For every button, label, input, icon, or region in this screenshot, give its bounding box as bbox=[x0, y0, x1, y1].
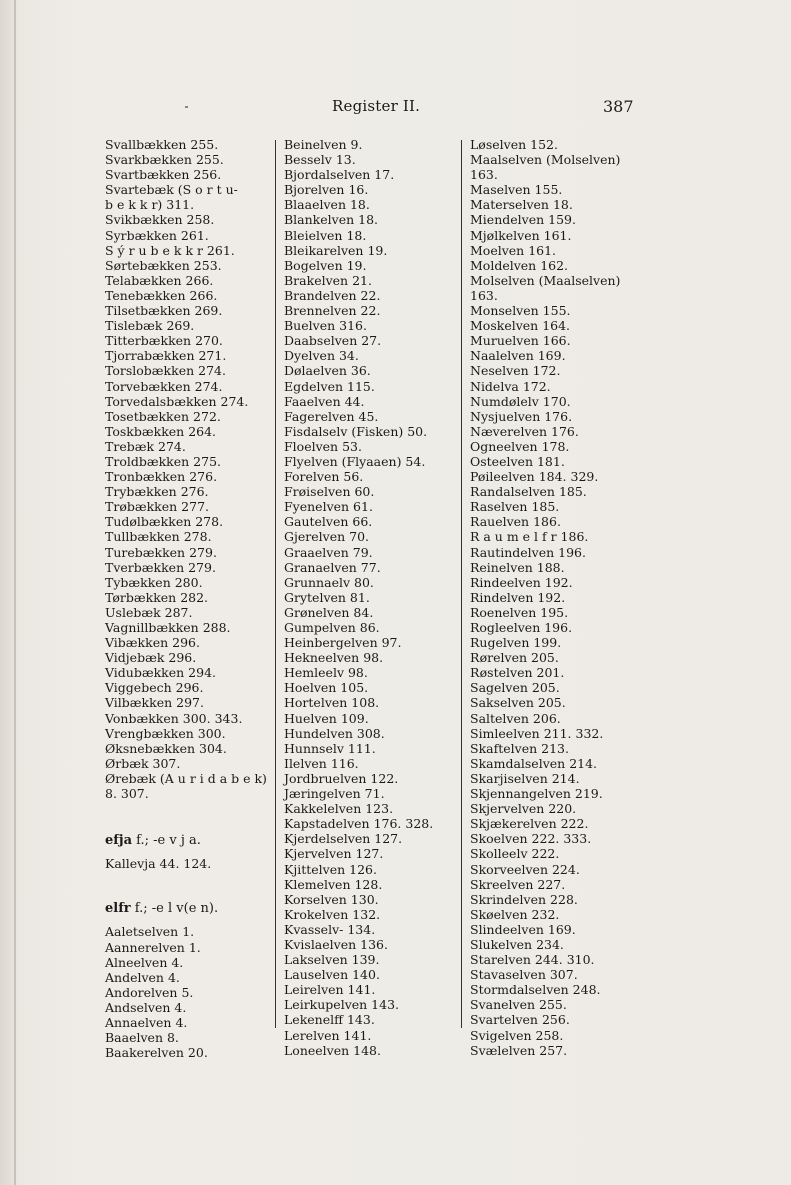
index-entry: 8. 307. bbox=[105, 786, 149, 802]
index-entry: Skjennangelven 219. bbox=[470, 786, 603, 802]
index-entry: Aannerelven 1. bbox=[105, 939, 201, 955]
index-entry: Huelven 109. bbox=[284, 710, 369, 726]
index-entry: Dyelven 34. bbox=[284, 348, 359, 364]
index-entry: Osteelven 181. bbox=[470, 453, 565, 469]
index-entry: 163. bbox=[470, 167, 498, 183]
index-entry: Hunnselv 111. bbox=[284, 740, 376, 756]
index-entry: b e k k r) 311. bbox=[105, 197, 195, 213]
section-spacer bbox=[105, 848, 270, 856]
index-entry: Heinbergelven 97. bbox=[284, 635, 402, 651]
index-entry: Bogelven 19. bbox=[284, 257, 367, 273]
index-entry: Svartebæk (S o r t u- bbox=[105, 182, 238, 198]
index-entry: Stormdalselven 248. bbox=[470, 982, 601, 998]
index-entry: Maselven 155. bbox=[470, 182, 563, 198]
index-entry: Vidjebæk 296. bbox=[105, 650, 197, 666]
header-mark bbox=[185, 106, 188, 108]
index-entry: Skjervelven 220. bbox=[470, 801, 577, 817]
index-entry: Vonbækken 300. 343. bbox=[105, 710, 243, 726]
index-entry: Aaletselven 1. bbox=[105, 924, 195, 940]
index-entry: Rugelven 199. bbox=[470, 635, 562, 651]
index-entry: Titterbækken 270. bbox=[105, 333, 223, 349]
page-binding-edge bbox=[14, 0, 16, 1185]
index-entry: Materselven 18. bbox=[470, 197, 573, 213]
index-entry: R a u m e l f r 186. bbox=[470, 529, 589, 545]
index-column-2 bbox=[284, 137, 459, 1058]
index-entry: Maalselven (Molselven) bbox=[470, 152, 621, 168]
index-entry: Sørtebækken 253. bbox=[105, 257, 222, 273]
index-entry: Torslobækken 274. bbox=[105, 363, 226, 379]
index-entry: Naalelven 169. bbox=[470, 348, 566, 364]
index-entry: Kvislaelven 136. bbox=[284, 936, 388, 952]
index-entry: Rørelven 205. bbox=[470, 650, 559, 666]
index-entry: Kjittelven 126. bbox=[284, 861, 377, 877]
elfr-entries bbox=[105, 924, 270, 1060]
index-entry: Graaelven 79. bbox=[284, 544, 373, 560]
index-entry: Toskbækken 264. bbox=[105, 423, 217, 439]
section-spacer bbox=[105, 871, 270, 901]
index-entry: Trybækken 276. bbox=[105, 484, 209, 500]
index-entry: Loneelven 148. bbox=[284, 1042, 381, 1058]
index-entry: Blaaelven 18. bbox=[284, 197, 370, 213]
index-entry: Roenelven 195. bbox=[470, 604, 569, 620]
index-entry: Numdølelv 170. bbox=[470, 393, 571, 409]
grammar-note: f.; -e l v(e n). bbox=[134, 901, 219, 917]
index-entry: Neselven 172. bbox=[470, 363, 561, 379]
index-entry: Floelven 53. bbox=[284, 438, 362, 454]
index-entry: Andorelven 5. bbox=[105, 984, 194, 1000]
index-entry: Starelven 244. 310. bbox=[470, 952, 595, 968]
index-entry: Næverelven 176. bbox=[470, 423, 579, 439]
index-entry: Tosetbækken 272. bbox=[105, 408, 221, 424]
index-entry: Torvebækken 274. bbox=[105, 378, 223, 394]
index-entry: Tullbækken 278. bbox=[105, 529, 212, 545]
index-entry: Hemleelv 98. bbox=[284, 665, 368, 681]
column-divider bbox=[275, 140, 276, 1028]
index-entry: Syrbækken 261. bbox=[105, 227, 209, 243]
index-entry: Tørbækken 282. bbox=[105, 589, 209, 605]
index-entry: Gjerelven 70. bbox=[284, 529, 369, 545]
index-entry: Reinelven 188. bbox=[470, 559, 565, 575]
index-entry: Rindeelven 192. bbox=[470, 574, 573, 590]
index-entry: Rautindelven 196. bbox=[470, 544, 586, 560]
index-entry: Torvedalsbækken 274. bbox=[105, 393, 249, 409]
index-entry: Trebæk 274. bbox=[105, 438, 186, 454]
index-entry: Bjordalselven 17. bbox=[284, 167, 395, 183]
index-entry: Hoelven 105. bbox=[284, 680, 369, 696]
index-entry: Tilsetbækken 269. bbox=[105, 303, 223, 319]
index-entry: Trøbækken 277. bbox=[105, 499, 209, 515]
index-entry: Rindelven 192. bbox=[470, 589, 566, 605]
index-entry: Svælelven 257. bbox=[470, 1042, 568, 1058]
index-entry: Skarjiselven 214. bbox=[470, 770, 580, 786]
index-entry: Kjerdelselven 127. bbox=[284, 831, 403, 847]
index-entry: Lakselven 139. bbox=[284, 952, 380, 968]
index-entry: Skrindelven 228. bbox=[470, 891, 578, 907]
index-entry: Kallevja 44. 124. bbox=[105, 856, 212, 872]
index-entry: Vibækken 296. bbox=[105, 635, 200, 651]
index-entry: Bleikarelven 19. bbox=[284, 242, 388, 258]
index-entry: Kvasselv- 134. bbox=[284, 921, 376, 937]
index-entry: Molselven (Maalselven) bbox=[470, 272, 621, 288]
index-entry: Øksnebækken 304. bbox=[105, 740, 227, 756]
index-entry: Baaelven 8. bbox=[105, 1030, 179, 1046]
index-entry: Røstelven 201. bbox=[470, 665, 565, 681]
index-entry: Hundelven 308. bbox=[284, 725, 385, 741]
index-entry: Baakerelven 20. bbox=[105, 1045, 208, 1061]
index-entry: Beinelven 9. bbox=[284, 137, 363, 152]
index-entry: Tislebæk 269. bbox=[105, 318, 195, 334]
index-entry: Turebækken 279. bbox=[105, 544, 217, 560]
index-entry: Vidubækken 294. bbox=[105, 665, 217, 681]
index-entry: Frøiselven 60. bbox=[284, 484, 375, 500]
index-entry: Stavaselven 307. bbox=[470, 967, 578, 983]
index-entry: Brakelven 21. bbox=[284, 272, 372, 288]
index-entry: Klemelven 128. bbox=[284, 876, 383, 892]
column-2-entries bbox=[284, 137, 459, 1058]
index-entry: Grunnaelv 80. bbox=[284, 574, 374, 590]
index-entry: Nidelva 172. bbox=[470, 378, 551, 394]
index-entry: Raselven 185. bbox=[470, 499, 560, 515]
section-headword: efja bbox=[105, 833, 132, 849]
index-entry: Bleielven 18. bbox=[284, 227, 367, 243]
index-entry: Saltelven 206. bbox=[470, 710, 561, 726]
index-entry: Svanelven 255. bbox=[470, 997, 567, 1013]
index-entry: Ørbæk 307. bbox=[105, 755, 181, 771]
index-entry: Faaelven 44. bbox=[284, 393, 365, 409]
index-entry: Tenebækken 266. bbox=[105, 287, 218, 303]
index-entry: Moskelven 164. bbox=[470, 318, 571, 334]
index-entry: Randalselven 185. bbox=[470, 484, 587, 500]
index-entry: Krokelven 132. bbox=[284, 906, 381, 922]
index-entry: Svigelven 258. bbox=[470, 1027, 564, 1043]
index-entry: Skamdalselven 214. bbox=[470, 755, 598, 771]
index-entry: Brennelven 22. bbox=[284, 303, 381, 319]
index-entry: Moelven 161. bbox=[470, 242, 557, 258]
index-entry: Vrengbækken 300. bbox=[105, 725, 226, 741]
index-entry: S ý r u b e k k r 261. bbox=[105, 242, 235, 258]
index-entry: Slindeelven 169. bbox=[470, 921, 576, 937]
index-entry: Tjorrabækken 271. bbox=[105, 348, 227, 364]
index-entry: 163. bbox=[470, 287, 498, 303]
index-entry: Dølaelven 36. bbox=[284, 363, 371, 379]
index-entry: Viggebech 296. bbox=[105, 680, 204, 696]
index-entry: Forelven 56. bbox=[284, 469, 364, 485]
index-entry: Buelven 316. bbox=[284, 318, 367, 334]
index-entry: Skjækerelven 222. bbox=[470, 816, 589, 832]
index-entry: Kakkelelven 123. bbox=[284, 801, 394, 817]
index-entry: Telabækken 266. bbox=[105, 272, 214, 288]
index-entry: Ilelven 116. bbox=[284, 755, 359, 771]
index-column-3 bbox=[470, 137, 640, 1058]
index-entry: Brandelven 22. bbox=[284, 287, 381, 303]
index-entry: Skolleelv 222. bbox=[470, 846, 560, 862]
section-heading-elfr bbox=[105, 901, 270, 916]
section-spacer bbox=[105, 916, 270, 924]
index-entry: Vagnillbækken 288. bbox=[105, 620, 231, 635]
index-entry: Svikbækken 258. bbox=[105, 212, 215, 228]
index-entry: Tudølbækken 278. bbox=[105, 514, 224, 530]
index-entry: Tverbækken 279. bbox=[105, 559, 216, 575]
index-entry: Lauselven 140. bbox=[284, 967, 380, 983]
index-entry: Daabselven 27. bbox=[284, 333, 382, 349]
index-entry: Rogleelven 196. bbox=[470, 620, 573, 635]
index-entry: Moldelven 162. bbox=[470, 257, 569, 273]
grammar-note: f.; -e v j a. bbox=[136, 833, 201, 849]
index-entry: Kapstadelven 176. 328. bbox=[284, 816, 434, 832]
running-header: Register II. bbox=[332, 97, 421, 115]
index-entry: Troldbækken 275. bbox=[105, 453, 221, 469]
section-heading-efja bbox=[105, 833, 270, 848]
index-entry: Slukelven 234. bbox=[470, 936, 564, 952]
index-entry: Blankelven 18. bbox=[284, 212, 379, 228]
index-entry: Leirkupelven 143. bbox=[284, 997, 400, 1013]
index-entry: Fisdalselv (Fisken) 50. bbox=[284, 423, 428, 439]
index-entry: Granaelven 77. bbox=[284, 559, 381, 575]
index-entry: Uslebæk 287. bbox=[105, 604, 193, 620]
index-entry: Flyelven (Flyaaen) 54. bbox=[284, 453, 426, 469]
index-entry: Lerelven 141. bbox=[284, 1027, 372, 1043]
index-column-1 bbox=[105, 137, 270, 1060]
index-entry: Tybækken 280. bbox=[105, 574, 203, 590]
index-entry: Fagerelven 45. bbox=[284, 408, 379, 424]
efja-entries bbox=[105, 856, 270, 871]
index-entry: Skøelven 232. bbox=[470, 906, 560, 922]
index-entry: Kjervelven 127. bbox=[284, 846, 384, 862]
column-3-entries bbox=[470, 137, 640, 1058]
index-entry: Gumpelven 86. bbox=[284, 620, 380, 635]
index-entry: Bjorelven 16. bbox=[284, 182, 369, 198]
section-spacer bbox=[105, 801, 270, 833]
index-entry: Nysjuelven 176. bbox=[470, 408, 573, 424]
index-entry: Jordbruelven 122. bbox=[284, 770, 399, 786]
index-entry: Lekenelff 143. bbox=[284, 1012, 375, 1028]
index-entry: Simleelven 211. 332. bbox=[470, 725, 604, 741]
index-entry: Pøileelven 184. 329. bbox=[470, 469, 599, 485]
index-entry: Alneelven 4. bbox=[105, 954, 184, 970]
index-entry: Hekneelven 98. bbox=[284, 650, 384, 666]
index-entry: Skorveelven 224. bbox=[470, 861, 580, 877]
index-entry: Rauelven 186. bbox=[470, 514, 561, 530]
index-entry: Andselven 4. bbox=[105, 999, 187, 1015]
index-entry: Andelven 4. bbox=[105, 969, 180, 985]
index-entry: Fyenelven 61. bbox=[284, 499, 373, 515]
index-entry: Vilbækken 297. bbox=[105, 695, 204, 711]
index-entry: Monselven 155. bbox=[470, 303, 571, 319]
index-entry: Muruelven 166. bbox=[470, 333, 571, 349]
index-entry: Svartbækken 256. bbox=[105, 167, 222, 183]
index-entry: Leirelven 141. bbox=[284, 982, 376, 998]
index-entry: Mjølkelven 161. bbox=[470, 227, 572, 243]
index-entry: Korselven 130. bbox=[284, 891, 379, 907]
page-number: 387 bbox=[603, 97, 634, 116]
column-1-entries-a bbox=[105, 137, 270, 801]
index-entry: Skreelven 227. bbox=[470, 876, 566, 892]
index-entry: Grytelven 81. bbox=[284, 589, 370, 605]
index-entry: Hortelven 108. bbox=[284, 695, 380, 711]
index-entry: Sagelven 205. bbox=[470, 680, 560, 696]
index-entry: Egdelven 115. bbox=[284, 378, 375, 394]
index-entry: Skoelven 222. 333. bbox=[470, 831, 592, 847]
index-entry: Svarkbækken 255. bbox=[105, 152, 224, 168]
index-entry: Svartelven 256. bbox=[470, 1012, 570, 1028]
index-entry: Gautelven 66. bbox=[284, 514, 373, 530]
index-entry: Svallbækken 255. bbox=[105, 137, 219, 152]
column-divider bbox=[461, 140, 462, 1028]
index-entry: Miendelven 159. bbox=[470, 212, 576, 228]
index-entry: Ogneelven 178. bbox=[470, 438, 570, 454]
index-entry: Skaftelven 213. bbox=[470, 740, 569, 756]
index-entry: Sakselven 205. bbox=[470, 695, 566, 711]
index-entry: Ørebæk (A u r i d a b e k) bbox=[105, 770, 267, 786]
index-entry: Tronbækken 276. bbox=[105, 469, 218, 485]
index-entry: Grønelven 84. bbox=[284, 604, 374, 620]
index-entry: Løselven 152. bbox=[470, 137, 558, 152]
index-entry: Besselv 13. bbox=[284, 152, 356, 168]
index-entry: Jæringelven 71. bbox=[284, 786, 385, 802]
section-headword: elfr bbox=[105, 901, 131, 917]
index-entry: Annaelven 4. bbox=[105, 1014, 188, 1030]
